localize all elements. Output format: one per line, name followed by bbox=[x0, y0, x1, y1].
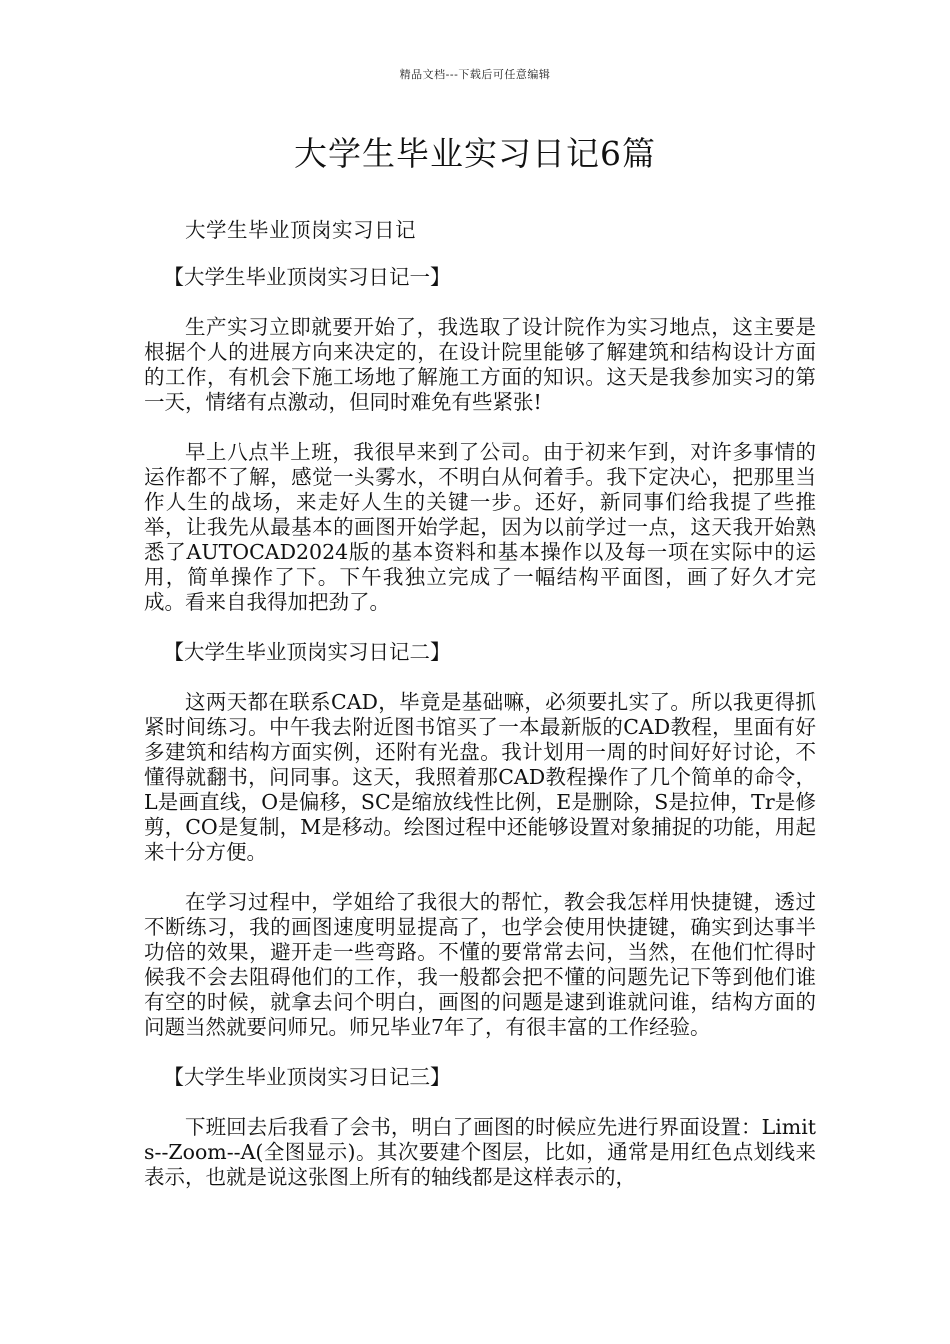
section-heading-diary-1: 【大学生毕业顶岗实习日记一】 bbox=[163, 265, 451, 289]
paragraph: 生产实习立即就要开始了，我选取了设计院作为实习地点，这主要是根据个人的进展方向来决定的，在设计院里能够了解建筑和结构设计方面的工作，有机会下施工场地了解施工方面的知识。这天是我参加实习的第一天，情绪有点激动，但同时难免有些紧张! bbox=[144, 315, 816, 414]
page-header-note: 精品文档---下载后可任意编辑 bbox=[399, 68, 551, 81]
paragraph: 早上八点半上班，我很早来到了公司。由于初来乍到，对许多事情的运作都不了解，感觉一头雾水，不明白从何着手。我下定决心，把那里当作人生的战场，来走好人生的关键一步。还好，新同事们给我提了些推举，让我先从最基本的画图开始学起，因为以前学过一点，这天我开始熟悉了AUTOCAD2024版的基本资料和基本操作以及每一项在实际中的运用，简单操作了下。下午我独立完成了一幅结构平面图，画了好久才完成。看来自我得加把劲了。 bbox=[144, 440, 816, 614]
document-title: 大学生毕业实习日记6篇 bbox=[294, 134, 656, 173]
section-heading-diary-3: 【大学生毕业顶岗实习日记三】 bbox=[163, 1065, 451, 1089]
paragraph: 下班回去后我看了会书，明白了画图的时候应先进行界面设置：Limits--Zoom--A(全图显示)。其次要建个图层，比如，通常是用红色点划线来表示，也就是说这张图上所有的轴线都是这样表示的， bbox=[144, 1115, 816, 1189]
paragraph: 在学习过程中，学姐给了我很大的帮忙，教会我怎样用快捷键，透过不断练习，我的画图速度明显提高了，也学会使用快捷键，确实到达事半功倍的效果，避开走一些弯路。不懂的要常常去问，当然，在他们忙得时候我不会去阻碍他们的工作，我一般都会把不懂的问题先记下等到他们谁有空的时候，就拿去问个明白，画图的问题是逮到谁就问谁，结构方面的问题当然就要问师兄。师兄毕业7年了，有很丰富的工作经验。 bbox=[144, 890, 816, 1039]
document-body bbox=[144, 218, 816, 1215]
document-subtitle: 大学生毕业顶岗实习日记 bbox=[185, 218, 416, 242]
section-heading-diary-2: 【大学生毕业顶岗实习日记二】 bbox=[163, 640, 451, 664]
paragraph: 这两天都在联系CAD，毕竟是基础嘛，必须要扎实了。所以我更得抓紧时间练习。中午我去附近图书馆买了一本最新版的CAD教程，里面有好多建筑和结构方面实例，还附有光盘。我计划用一周的时间好好讨论，不懂得就翻书，问同事。这天，我照着那CAD教程操作了几个简单的命令，L是画直线，O是偏移，SC是缩放线性比例，E是删除，S是拉伸，Tr是修剪，CO是复制，M是移动。绘图过程中还能够设置对象捕捉的功能，用起来十分方便。 bbox=[144, 690, 816, 864]
